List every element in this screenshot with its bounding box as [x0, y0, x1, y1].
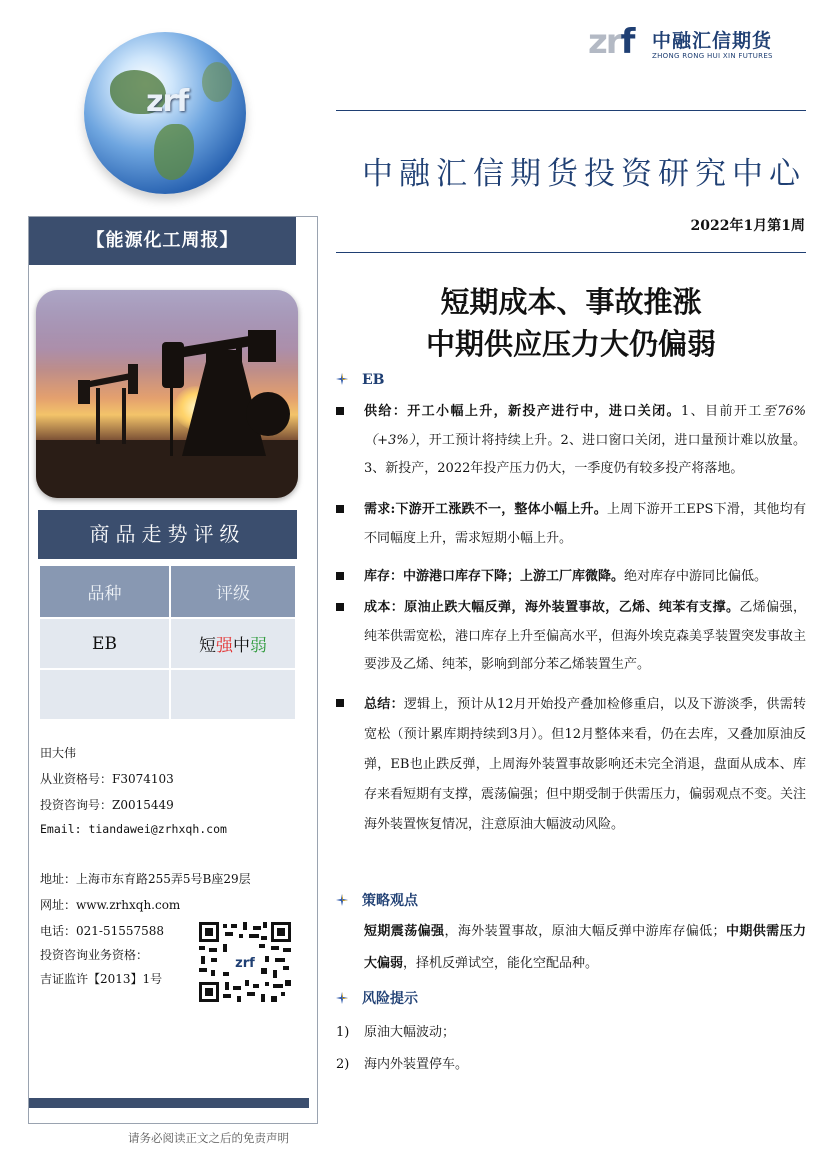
company-website[interactable]: 网址：www.zrhxqh.com: [40, 898, 181, 912]
headline-line-1: 短期成本、事故推涨: [440, 285, 702, 319]
section-strategy-label: 策略观点: [362, 893, 418, 909]
company-name-cn: 中融汇信期货: [652, 30, 773, 52]
bullet-supply: 供给：开工小幅上升，新投产进行中，进口关闭。1、目前开工至76%（+3%），开工预计将持续上升。2、进口窗口关闭，进口量预计难以放量。3、新投产，2022年投产压力仍大，一季度仍有较多投产将落地。: [336, 398, 806, 484]
table-row: [39, 618, 296, 669]
rating-value: 短强中弱: [170, 618, 296, 669]
analyst-name: 田大伟: [40, 746, 77, 760]
disclaimer-note: 请务必阅读正文之后的免责声明: [128, 1131, 289, 1145]
strategy-text: 短期震荡偏强，海外装置事故，原油大幅反弹中游库存偏低；中期供需压力大偏弱，择机反弹试空，能化空配品种。: [364, 924, 806, 971]
license-number: 吉证监许【2013】1号: [40, 972, 163, 986]
section-risk-label: 风险提示: [362, 991, 418, 1007]
section-eb: [336, 372, 385, 388]
issue-date: 2022年1月第1周: [690, 218, 805, 234]
pinwheel-icon: [336, 373, 348, 385]
square-bullet-icon: [336, 699, 344, 707]
bullet-demand: 需求:下游开工涨跌不一，整体小幅上升。上周下游开工EPS下滑，其他均有不同幅度上升，需求短期小幅上升。: [336, 496, 806, 553]
header-rule-bottom: [336, 252, 806, 253]
globe-logo: [84, 32, 246, 194]
pumpjack-silhouette-icon: [36, 290, 298, 498]
square-bullet-icon: [336, 407, 344, 415]
research-center-title: 中融汇信期货投资研究中心: [362, 156, 806, 192]
rating-product: [39, 669, 170, 720]
bullet-cost: 成本：原油止跌大幅反弹，海外装置事故，乙烯、纯苯有支撑。乙烯偏强，纯苯供需宽松，港口库存上升至偏高水平，但海外埃克森美孚装置突发事故主要涉及乙烯、纯苯，影响到部分苯乙烯装置生产。: [336, 594, 806, 680]
globe-logo-text: zrf: [146, 84, 189, 119]
rating-product: EB: [39, 618, 170, 669]
qr-code-icon: [199, 922, 291, 1002]
analyst-consulting-number: 投资咨询号：Z0015449: [40, 798, 174, 812]
pinwheel-icon: [336, 992, 348, 1004]
oil-pump-photo: [36, 290, 298, 498]
rating-title: 商品走势评级: [38, 510, 297, 559]
pinwheel-icon: [336, 894, 348, 906]
risk-item-2: 2) 海内外装置停车。: [336, 1057, 469, 1072]
square-bullet-icon: [336, 505, 344, 513]
header-rule-top: [336, 110, 806, 111]
analyst-qualification: 从业资格号：F3074103: [40, 772, 174, 786]
rating-col-rating: 评级: [170, 565, 296, 618]
square-bullet-icon: [336, 572, 344, 580]
bullet-inventory: 库存：中游港口库存下降；上游工厂库微降。绝对库存中游同比偏低。: [336, 563, 806, 592]
company-name-en: ZHONG RONG HUI XIN FUTURES: [652, 52, 773, 60]
rating-table-header: [39, 565, 296, 618]
report-type: 【能源化工周报】: [29, 217, 296, 265]
analyst-email[interactable]: Email: tiandawei@zrhxqh.com: [40, 822, 227, 836]
rating-value: [170, 669, 296, 720]
company-logo: [588, 22, 788, 64]
risk-item-1: 1) 原油大幅波动；: [336, 1025, 456, 1040]
logo-mark: zrf: [588, 22, 634, 62]
section-strategy: [336, 890, 418, 910]
license-label: 投资咨询业务资格：: [40, 948, 149, 962]
rating-table: [38, 564, 297, 721]
sidebar-bottom-bar: [29, 1098, 309, 1108]
company-phone: 电话：021-51557588: [40, 924, 165, 938]
table-row: [39, 669, 296, 720]
headline-line-2: 中期供应压力大仍偏弱: [425, 327, 716, 361]
section-risk: [336, 988, 418, 1008]
section-eb-label: EB: [362, 372, 385, 388]
rating-col-product: 品种: [39, 565, 170, 618]
square-bullet-icon: [336, 603, 344, 611]
qr-center-label: zrf: [235, 956, 255, 971]
company-address: 地址：上海市东育路255弄5号B座29层: [40, 872, 251, 886]
bullet-summary: 总结：逻辑上，预计从12月开始投产叠加检修重启，以及下游淡季，供需转宽松（预计累库期持续到3月）。但12月整体来看，仍在去库，又叠加原油反弹，EB也止跌反弹，上周海外装置事故影响还未完全消退，盘面从成本、库存来看短期有支撑，震荡偏强；但中期受制于供需压力，偏弱观点不变。关注海外装置恢复情况，注意原油大幅波动风险。: [336, 690, 806, 840]
